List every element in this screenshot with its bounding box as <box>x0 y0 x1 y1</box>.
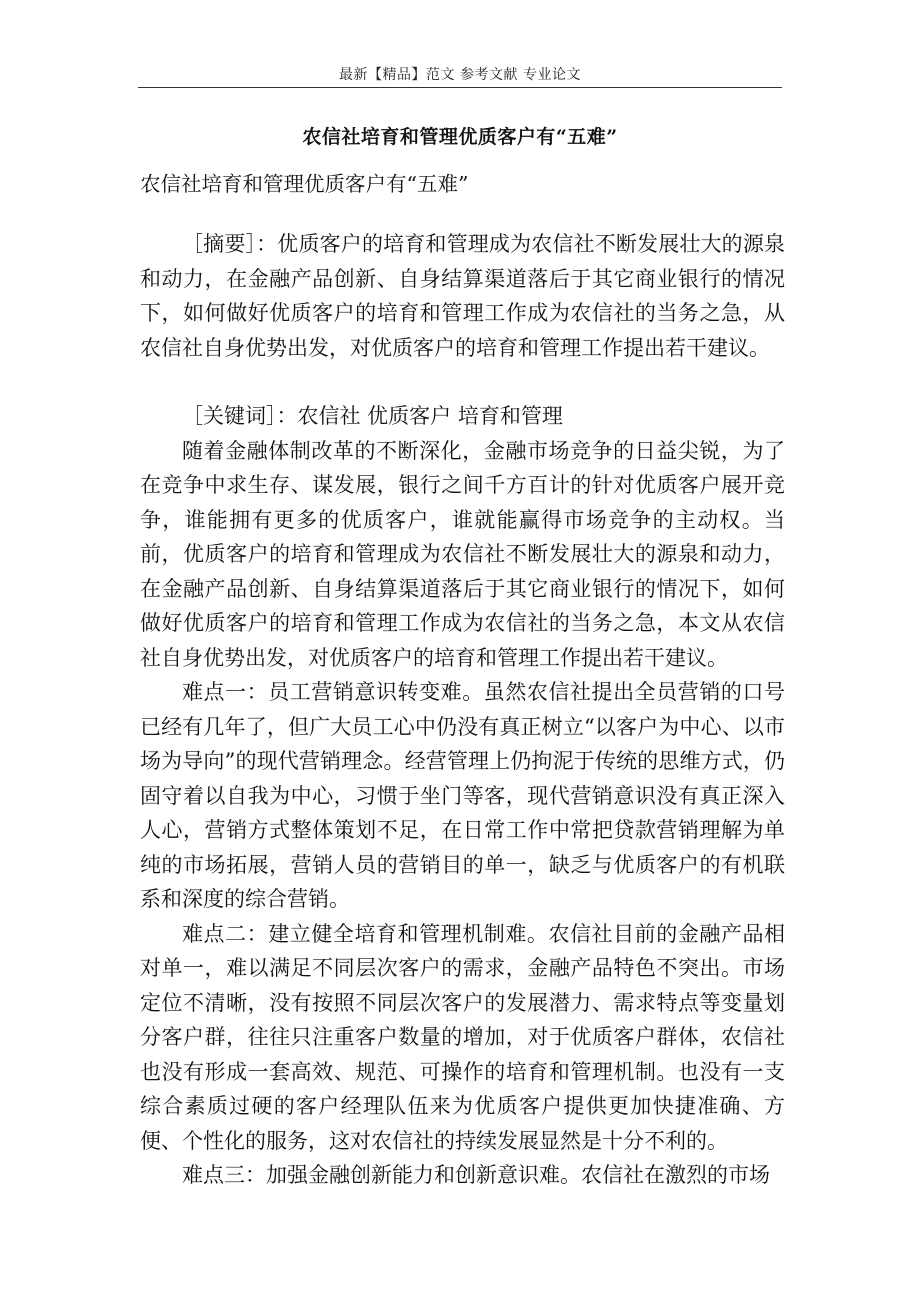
body-paragraph: 难点一：员工营销意识转变难。虽然农信社提出全员营销的口号已经有几年了，但广大员工心中仍没有真正树立“以客户为中心、以市场为导向”的现代营销理念。经营管理上仍拘泥于传统的思维方式，仍固守着以自我为中心，习惯于坐门等客，现代营销意识没有真正深入人心，营销方式整体策划不足，在日常工作中常把贷款营销理解为单纯的市场拓展，营销人员的营销目的单一，缺乏与优质客户的有机联系和深度的综合营销。 <box>140 680 785 911</box>
document-subtitle: 农信社培育和管理优质客户有“五难” <box>140 172 469 196</box>
abstract-section <box>140 227 785 365</box>
body-paragraph: 难点二：建立健全培育和管理机制难。农信社目前的金融产品相对单一，难以满足不同层次客户的需求，金融产品特色不突出。市场定位不清晰，没有按照不同层次客户的发展潜力、需求特点等变量划分客户群，往往只注重客户数量的增加，对于优质客户群体，农信社也没有形成一套高效、规范、可操作的培育和管理机制。也没有一支综合素质过硬的客户经理队伍来为优质客户提供更加快捷准确、方便、个性化的服务，这对农信社的持续发展显然是十分不利的。 <box>140 921 785 1153</box>
body-paragraph: 难点三：加强金融创新能力和创新意识难。农信社在激烈的市场 <box>182 1163 770 1187</box>
page-header: 最新【精品】范文 参考文献 专业论文 <box>339 67 581 83</box>
abstract-paragraph: ［摘要］：优质客户的培育和管理成为农信社不断发展壮大的源泉和动力，在金融产品创新、自身结算渠道落后于其它商业银行的情况下，如何做好优质客户的培育和管理工作成为农信社的当务之急，从农信社自身优势出发，对优质客户的培育和管理工作提出若干建议。 <box>140 232 785 360</box>
body-paragraph: 随着金融体制改革的不断深化，金融市场竞争的日益尖锐，为了在竞争中求生存、谋发展，银行之间千方百计的针对优质客户展开竞争，谁能拥有更多的优质客户，谁就能赢得市场竞争的主动权。当前，优质客户的培育和管理成为农信社不断发展壮大的源泉和动力，在金融产品创新、自身结算渠道落后于其它商业银行的情况下，如何做好优质客户的培育和管理工作成为农信社的当务之急，本文从农信社自身优势出发，对优质客户的培育和管理工作提出若干建议。 <box>140 438 785 670</box>
header-divider <box>138 87 782 88</box>
main-body <box>140 399 785 1193</box>
document-title: 农信社培育和管理优质客户有“五难” <box>302 126 618 148</box>
keywords-line: ［关键词］：农信社 优质客户 培育和管理 <box>182 404 563 428</box>
